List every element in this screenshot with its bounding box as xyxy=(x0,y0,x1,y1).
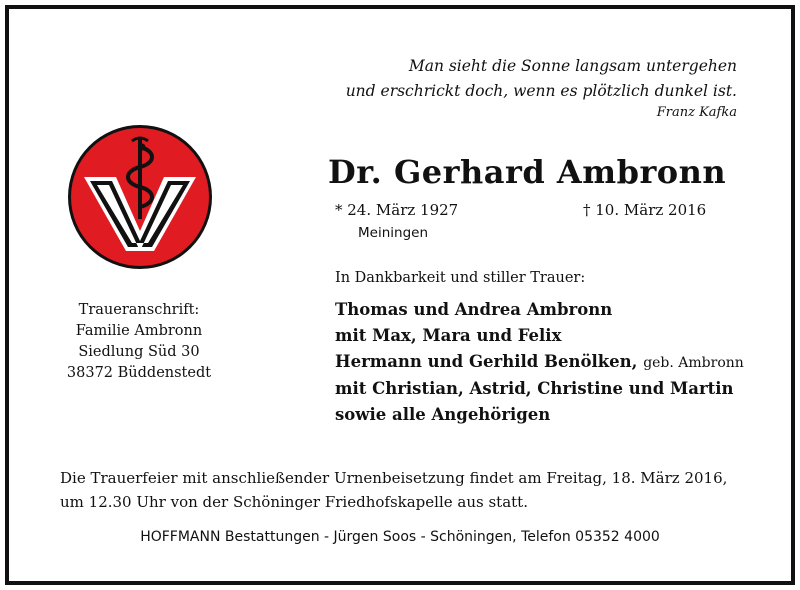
undertaker-info: HOFFMANN Bestattungen - Jürgen Soos - Schöningen, Telefon 05352 4000 xyxy=(140,529,660,545)
maiden-name-note: geb. Ambronn xyxy=(643,355,744,371)
address-line: 38372 Büddenstedt xyxy=(66,365,212,381)
mourner-line: sowie alle Angehörigen xyxy=(335,405,551,424)
address-label: Traueranschrift: xyxy=(78,302,200,318)
mourners-list xyxy=(335,297,775,428)
mourner-line: Thomas und Andrea Ambronn xyxy=(335,300,613,319)
kafka-quote xyxy=(237,54,737,122)
quote-author: Franz Kafka xyxy=(656,105,737,120)
address-line: Siedlung Süd 30 xyxy=(78,344,200,360)
ceremony-line: um 12.30 Uhr von der Schöninger Friedhofskapelle aus statt. xyxy=(60,493,528,511)
veterinary-logo-icon xyxy=(66,123,214,271)
ceremony-info xyxy=(60,466,780,514)
quote-line: Man sieht die Sonne langsam untergehen xyxy=(408,57,737,75)
birth-date: * 24. März 1927 xyxy=(335,201,459,219)
address-line: Familie Ambronn xyxy=(75,323,203,339)
mourner-line: mit Christian, Astrid, Christine und Martin xyxy=(335,379,734,398)
ceremony-line: Die Trauerfeier mit anschließender Urnenbeisetzung findet am Freitag, 18. März 2016, xyxy=(60,469,728,487)
death-date: † 10. März 2016 xyxy=(583,201,707,219)
obituary-notice xyxy=(5,5,795,585)
quote-line: und erschrickt doch, wenn es plötzlich dunkel ist. xyxy=(345,82,737,100)
mourner-line xyxy=(335,349,775,376)
birthplace: Meiningen xyxy=(358,225,428,241)
deceased-name: Dr. Gerhard Ambronn xyxy=(328,153,727,191)
mourner-names: Hermann und Gerhild Benölken, xyxy=(335,352,638,371)
mourner-line: mit Max, Mara und Felix xyxy=(335,326,562,345)
mourning-address xyxy=(54,300,224,384)
mourners-intro: In Dankbarkeit und stiller Trauer: xyxy=(335,270,586,286)
